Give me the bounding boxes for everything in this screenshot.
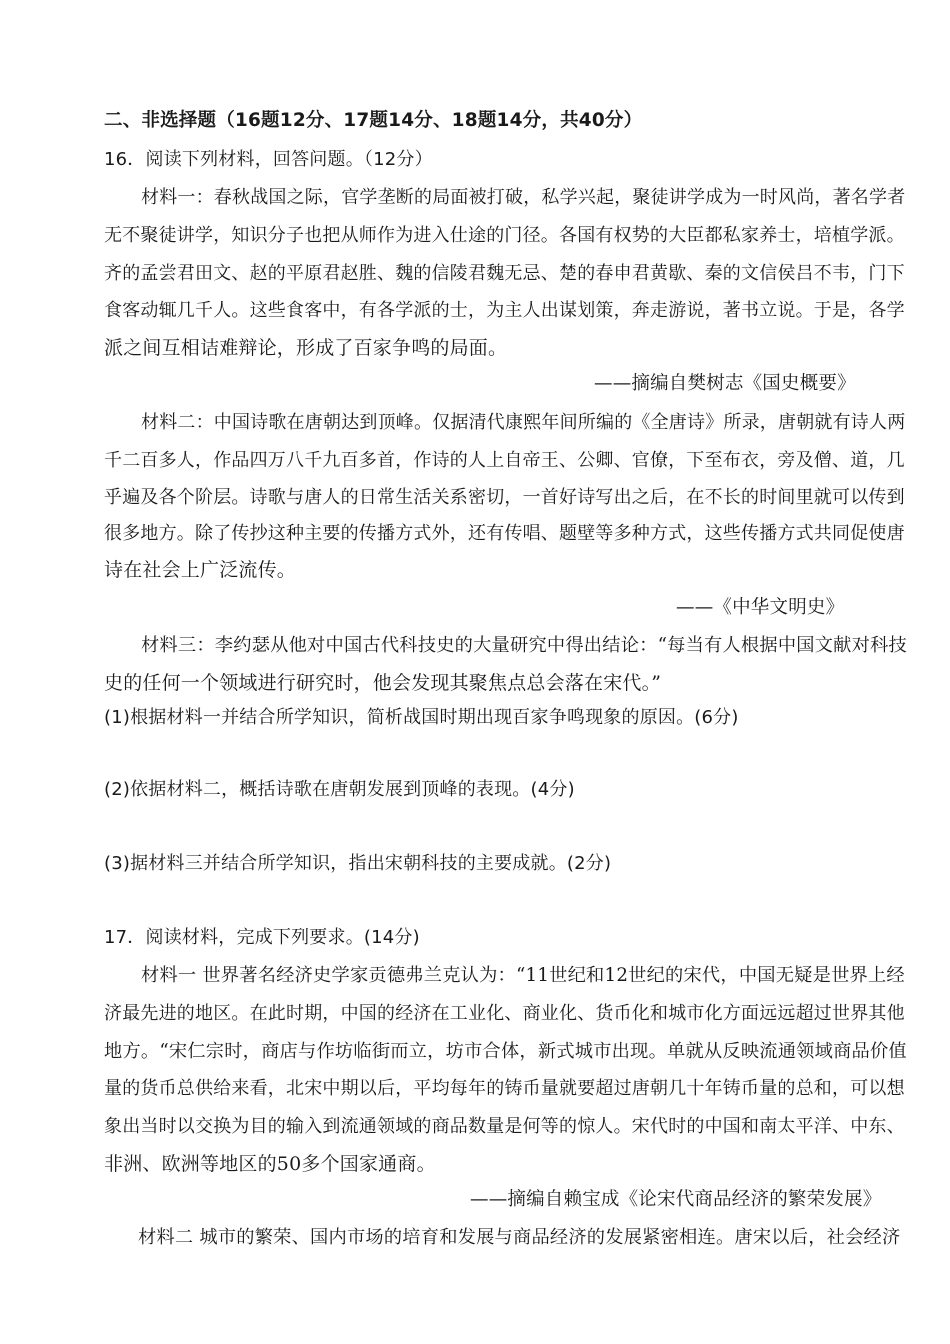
question-17-heading: 17．阅读材料，完成下列要求。(14分)	[104, 927, 420, 948]
q16-material3-line-2: 史的任何一个领域进行研究时，他会发现其聚焦点总会落在宋代。”	[104, 672, 662, 694]
q16-material1-line-2: 无不聚徒讲学，知识分子也把从师作为进入仕途的门径。各国有权势的大臣都私家养士，培植学派。	[104, 225, 905, 246]
q16-material2-line-2: 千二百多人，作品四万八千九百多首，作诗的人上自帝王、公卿、官僚，下至布衣，旁及僧、道，几	[104, 450, 905, 471]
q17-material1-line-4: 量的货币总供给来看，北宋中期以后，平均每年的铸币量就要超过唐朝几十年铸币量的总和，可以想	[104, 1078, 905, 1099]
q16-material2-line-4: 很多地方。除了传抄这种主要的传播方式外，还有传唱、题壁等多种方式，这些传播方式共同促使唐	[104, 523, 905, 544]
q17-material1-line-5: 象出当时以交换为目的输入到流通领域的商品数量是何等的惊人。宋代时的中国和南太平洋、中东、	[104, 1116, 905, 1137]
q16-material2-line-1: 材料二：中国诗歌在唐朝达到顶峰。仅据清代康熙年间所编的《全唐诗》所录，唐朝就有诗人两	[141, 412, 906, 433]
q16-material1-source: ——摘编自樊树志《国史概要》	[594, 373, 856, 394]
q16-material1-line-3: 齐的孟尝君田文、赵的平原君赵胜、魏的信陵君魏无忌、楚的春申君黄歇、秦的文信侯吕不韦，门下	[104, 263, 905, 284]
q16-material2-source: ——《中华文明史》	[676, 597, 845, 618]
q16-material3-line-1: 材料三：李约瑟从他对中国古代科技史的大量研究中得出结论：“每当有人根据中国文献对科技	[141, 635, 907, 656]
question-16-heading: 16．阅读下列材料，回答问题。（12分）	[104, 149, 433, 170]
q16-sub-question-3: (3)据材料三并结合所学知识，指出宋朝科技的主要成就。(2分)	[104, 853, 612, 874]
q17-material1-line-2: 济最先进的地区。在此时期，中国的经济在工业化、商业化、货币化和城市化方面远远超过世界其他	[104, 1003, 905, 1024]
q16-material1-line-4: 食客动辄几千人。这些食客中，有各学派的士，为主人出谋划策，奔走游说，著书立说。于是，各学	[104, 300, 905, 321]
q16-sub-question-2: (2)依据材料二，概括诗歌在唐朝发展到顶峰的表现。(4分)	[104, 779, 575, 800]
q16-material1-line-1: 材料一：春秋战国之际，官学垄断的局面被打破，私学兴起，聚徒讲学成为一时风尚，著名学者	[141, 187, 906, 208]
q17-material1-line-3: 地方。“宋仁宗时，商店与作坊临街而立，坊市合体，新式城市出现。单就从反映流通领域商品价值	[104, 1041, 907, 1062]
q16-sub-question-1: (1)根据材料一并结合所学知识，简析战国时期出现百家争鸣现象的原因。(6分)	[104, 707, 739, 728]
q17-material1-source: ——摘编自赖宝成《论宋代商品经济的繁荣发展》	[470, 1189, 882, 1210]
q17-material2-line-1: 材料二 城市的繁荣、国内市场的培育和发展与商品经济的发展紧密相连。唐宋以后，社会经济	[138, 1227, 901, 1248]
q16-material2-line-3: 乎遍及各个阶层。诗歌与唐人的日常生活关系密切，一首好诗写出之后，在不长的时间里就可以传到	[104, 487, 905, 508]
q17-material1-line-1: 材料一 世界著名经济史学家贡德弗兰克认为：“11世纪和12世纪的宋代，中国无疑是世界上经	[141, 965, 905, 986]
q17-material1-line-6: 非洲、欧洲等地区的50多个国家通商。	[104, 1153, 436, 1175]
section-title: 二、非选择题（16题12分、17题14分、18题14分，共40分）	[104, 110, 643, 131]
q16-material2-line-5: 诗在社会上广泛流传。	[104, 559, 297, 581]
q16-material1-line-5: 派之间互相诘难辩论，形成了百家争鸣的局面。	[104, 337, 508, 359]
